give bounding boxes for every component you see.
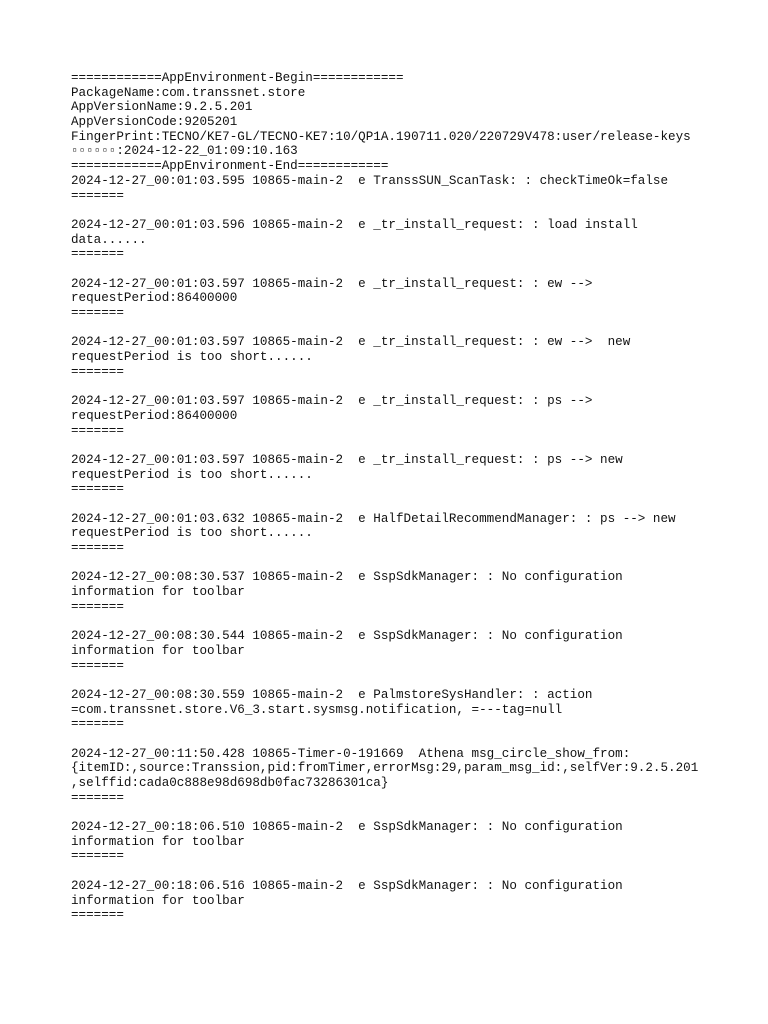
log-entry <box>71 453 751 497</box>
log-entry-line: requestPeriod is too short...... <box>71 350 313 365</box>
log-entry <box>71 394 751 438</box>
log-entry-line: requestPeriod is too short...... <box>71 526 313 541</box>
log-entry-separator: ======= <box>71 423 124 438</box>
log-entry-separator: ======= <box>71 717 124 732</box>
blank-line <box>71 262 751 277</box>
env-end-marker: ============AppEnvironment-End============ <box>71 159 389 174</box>
log-entry-line: 2024-12-27_00:01:03.632 10865-main-2 e HalfDetailRecommendManager: : ps --> new <box>71 511 676 526</box>
log-entry-separator: ======= <box>71 364 124 379</box>
log-entry-separator: ======= <box>71 599 124 614</box>
log-entry-line: 2024-12-27_00:08:30.559 10865-main-2 e PalmstoreSysHandler: : action <box>71 687 593 702</box>
blank-line <box>71 379 751 394</box>
log-entry-line: information for toolbar <box>71 585 245 600</box>
blank-line <box>71 732 751 747</box>
log-entry-line: {itemID:,source:Transsion,pid:fromTimer,errorMsg:29,param_msg_id:,selfVer:9.2.5.201 <box>71 761 699 776</box>
log-entry-line: 2024-12-27_00:01:03.597 10865-main-2 e _tr_install_request: : ew --> new <box>71 335 631 350</box>
log-entry-line: information for toolbar <box>71 893 245 908</box>
env-begin-marker: ============AppEnvironment-Begin============ <box>71 71 404 85</box>
log-entry <box>71 879 751 923</box>
log-entry-line: requestPeriod:86400000 <box>71 291 238 306</box>
blank-line <box>71 614 751 629</box>
log-entry <box>71 629 751 673</box>
log-entry-line: requestPeriod is too short...... <box>71 467 313 482</box>
log-entry-separator: ======= <box>71 849 124 864</box>
log-entry-separator: ======= <box>71 306 124 320</box>
log-entry-line: 2024-12-27_00:11:50.428 10865-Timer-0-191669 Athena msg_circle_show_from: <box>71 746 631 761</box>
log-document <box>71 71 751 923</box>
log-entry-separator: ======= <box>71 247 124 262</box>
install-time-line: ▫▫▫▫▫▫:2024-12-22_01:09:10.163 <box>71 144 298 159</box>
log-entry-line: information for toolbar <box>71 643 245 658</box>
log-entry-separator: ======= <box>71 482 124 497</box>
blank-line <box>71 556 751 571</box>
package-name-line: PackageName:com.transsnet.store <box>71 85 306 100</box>
blank-line <box>71 864 751 879</box>
log-entry-line: requestPeriod:86400000 <box>71 408 238 423</box>
log-entry-separator: ======= <box>71 908 124 923</box>
log-entry <box>71 174 751 203</box>
log-entry-line: 2024-12-27_00:01:03.597 10865-main-2 e _tr_install_request: : ew --> <box>71 276 593 291</box>
log-entry-line: information for toolbar <box>71 834 245 849</box>
log-entry <box>71 688 751 732</box>
blank-line <box>71 673 751 688</box>
blank-line <box>71 438 751 453</box>
app-version-name-line: AppVersionName:9.2.5.201 <box>71 100 253 115</box>
log-entry-line: 2024-12-27_00:01:03.596 10865-main-2 e _tr_install_request: : load install <box>71 217 638 232</box>
blank-line <box>71 203 751 218</box>
log-entry-line: ,selffid:cada0c888e98d698db0fac73286301ca} <box>71 776 389 790</box>
log-entry-separator: ======= <box>71 188 124 203</box>
log-entry-line: 2024-12-27_00:08:30.544 10865-main-2 e SspSdkManager: : No configuration <box>71 629 623 644</box>
log-entry <box>71 512 751 556</box>
log-entry <box>71 820 751 864</box>
app-environment-header <box>71 71 751 174</box>
log-entry-line: 2024-12-27_00:01:03.597 10865-main-2 e _tr_install_request: : ps --> <box>71 394 593 409</box>
log-entry-line: 2024-12-27_00:18:06.510 10865-main-2 e SspSdkManager: : No configuration <box>71 820 623 835</box>
log-entry <box>71 747 751 806</box>
log-entries <box>71 203 751 923</box>
log-entry <box>71 218 751 262</box>
log-entry-separator: ======= <box>71 541 124 555</box>
app-version-code-line: AppVersionCode:9205201 <box>71 115 238 130</box>
log-entry-line: data...... <box>71 232 147 247</box>
log-entry-line: =com.transsnet.store.V6_3.start.sysmsg.notification, =---tag=null <box>71 702 563 717</box>
log-entry-line: 2024-12-27_00:01:03.595 10865-main-2 e TranssSUN_ScanTask: : checkTimeOk=false <box>71 173 669 188</box>
log-entry-line: 2024-12-27_00:18:06.516 10865-main-2 e SspSdkManager: : No configuration <box>71 878 623 893</box>
fingerprint-line: FingerPrint:TECNO/KE7-GL/TECNO-KE7:10/QP1A.190711.020/220729V478:user/release-keys <box>71 129 691 144</box>
log-entry-separator: ======= <box>71 658 124 673</box>
log-entry-separator: ======= <box>71 790 124 805</box>
blank-line <box>71 805 751 820</box>
log-entry <box>71 570 751 614</box>
log-entry <box>71 335 751 379</box>
log-entry <box>71 277 751 321</box>
log-entry-line: 2024-12-27_00:01:03.597 10865-main-2 e _tr_install_request: : ps --> new <box>71 452 623 467</box>
blank-line <box>71 497 751 512</box>
log-entry-line: 2024-12-27_00:08:30.537 10865-main-2 e SspSdkManager: : No configuration <box>71 570 623 585</box>
blank-line <box>71 321 751 336</box>
